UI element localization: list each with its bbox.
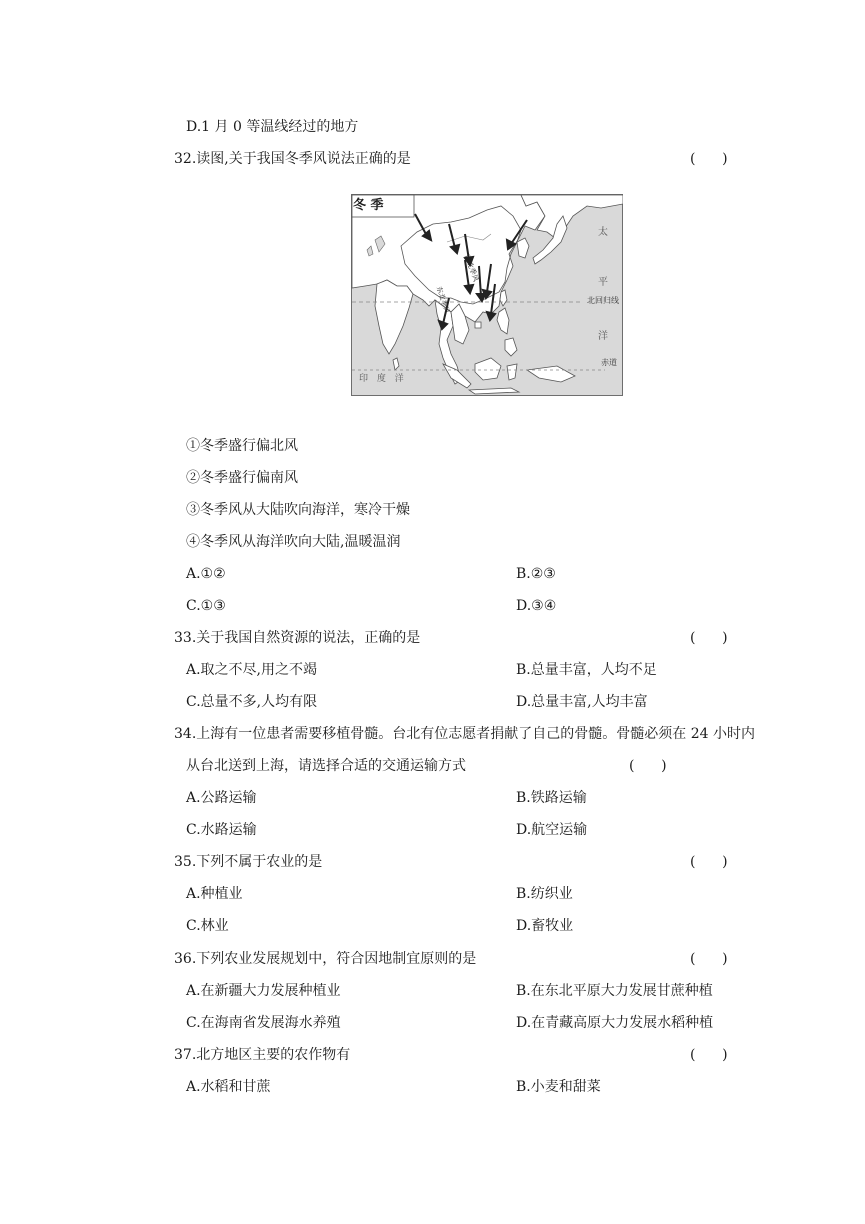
q33-answer-paren: ( ) (690, 630, 728, 646)
q32-stem: 32.读图,关于我国冬季风说法正确的是 (174, 151, 411, 167)
map-label-tai: 太 (598, 227, 608, 238)
q34-option-b: B.铁路运输 (516, 790, 587, 806)
q34-option-c: C.水路运输 (186, 822, 257, 838)
q32-option-c: C.①③ (186, 598, 226, 614)
q35-option-b: B.纺织业 (516, 886, 573, 902)
q35-option-d: D.畜牧业 (516, 918, 574, 934)
winter-monsoon-map (351, 194, 623, 396)
map-label-equator: 赤道 (601, 358, 617, 367)
q36-answer-paren: ( ) (690, 951, 728, 967)
q37-stem: 37.北方地区主要的农作物有 (174, 1047, 351, 1063)
q33-option-a: A.取之不尽,用之不竭 (186, 662, 318, 678)
q34-answer-paren: ( ) (629, 758, 667, 774)
q33-option-b: B.总量丰富，人均不足 (516, 662, 657, 678)
q36-option-d: D.在青藏高原大力发展水稻种植 (516, 1015, 714, 1031)
q33-stem: 33.关于我国自然资源的说法，正确的是 (174, 630, 421, 646)
q32-answer-paren: ( ) (690, 151, 728, 167)
q36-option-a: A.在新疆大力发展种植业 (186, 983, 341, 999)
q37-option-b: B.小麦和甜菜 (516, 1079, 601, 1095)
q31-option-d: D.1 月 0 等温线经过的地方 (186, 119, 359, 135)
q34-option-a: A.公路运输 (186, 790, 257, 806)
map-title-main: 冬 季 (353, 198, 384, 213)
q32-option-d: D.③④ (516, 598, 557, 614)
q35-answer-paren: ( ) (690, 854, 728, 870)
q33-option-c: C.总量不多,人均有限 (186, 694, 318, 710)
q37-option-a: A.水稻和甘蔗 (186, 1079, 271, 1095)
map-label-tropic: 北回归线 (587, 296, 619, 305)
q32-statement-1: ①冬季盛行偏北风 (186, 438, 298, 454)
q33-option-d: D.总量丰富,人均丰富 (516, 694, 648, 710)
map-label-indian-ocean: 印 度 洋 (359, 374, 407, 384)
q34-stem-line1: 34.上海有一位患者需要移植骨髓。台北有位志愿者捐献了自己的骨髓。骨髓必须在 24 小时内 (174, 726, 755, 742)
q35-stem: 35.下列不属于农业的是 (174, 854, 323, 870)
q36-option-b: B.在东北平原大力发展甘蔗种植 (516, 983, 713, 999)
q37-answer-paren: ( ) (690, 1047, 728, 1063)
q36-stem: 36.下列农业发展规划中，符合因地制宜原则的是 (174, 951, 477, 967)
q32-option-a: A.①② (186, 566, 226, 582)
q32-statement-3: ③冬季风从大陆吹向海洋，寒冷干燥 (186, 502, 410, 518)
q32-option-b: B.②③ (516, 566, 556, 582)
q35-option-a: A.种植业 (186, 886, 243, 902)
map-label-ne-monsoon: 东北季风 (434, 285, 451, 315)
q36-option-c: C.在海南省发展海水养殖 (186, 1015, 341, 1031)
map-label-nw-monsoon: 西北季风 (462, 253, 480, 283)
map-label-ping: 平 (598, 277, 608, 288)
q34-stem-line2: 从台北送到上海，请选择合适的交通运输方式 (186, 758, 466, 774)
q32-statement-4: ④冬季风从海洋吹向大陆,温暖温润 (186, 534, 401, 550)
q35-option-c: C.林业 (186, 918, 229, 934)
q32-statement-2: ②冬季盛行偏南风 (186, 470, 298, 486)
q34-option-d: D.航空运输 (516, 822, 588, 838)
map-label-yang: 洋 (598, 331, 608, 342)
